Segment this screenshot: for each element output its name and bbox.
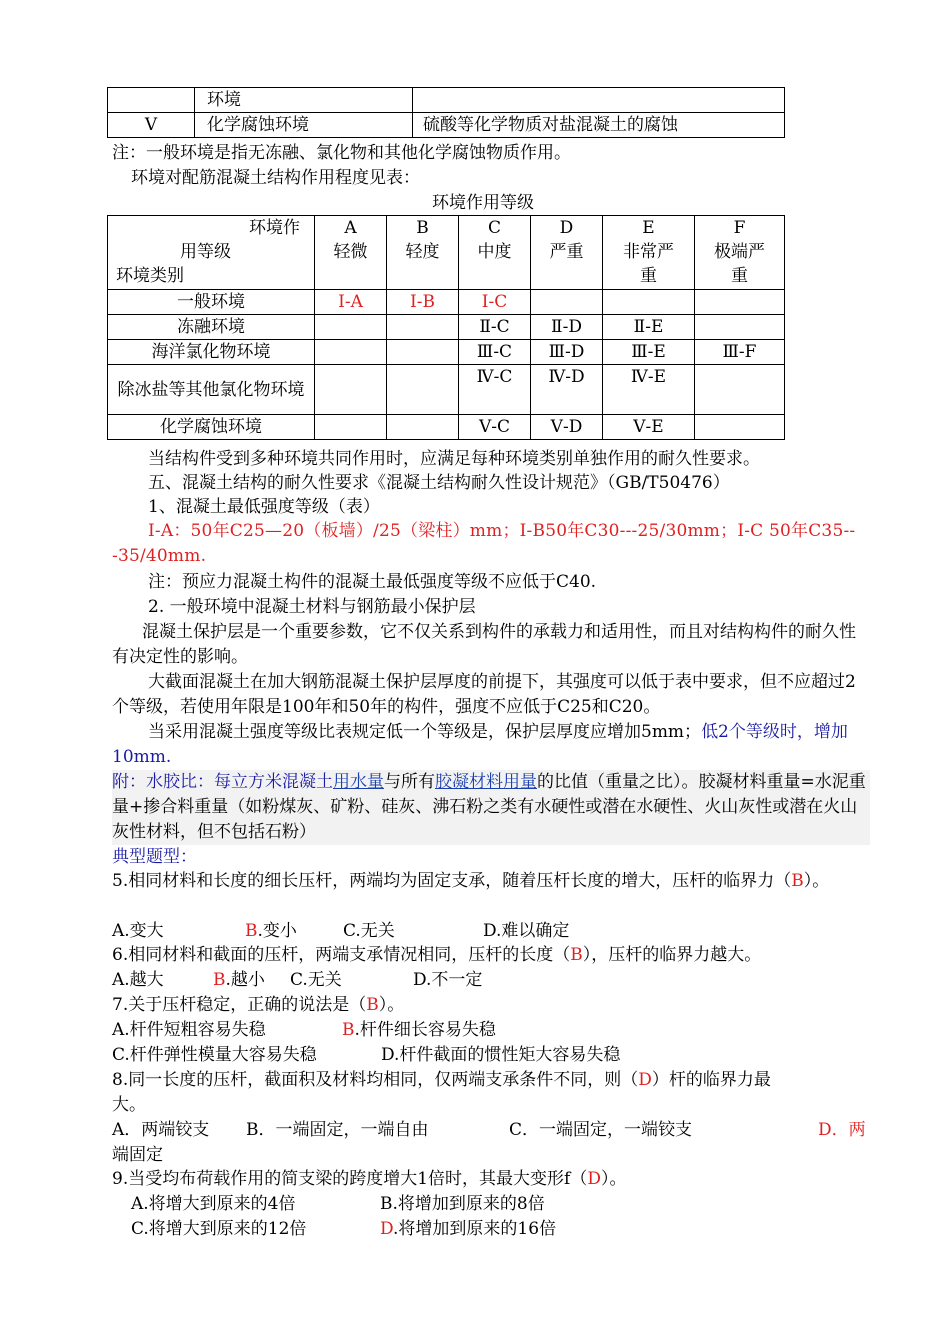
grade-cell: Ⅰ-B: [387, 290, 459, 315]
intro-text: 环境对配筋混凝土结构作用程度见表：: [131, 168, 420, 188]
grade-cell: [387, 415, 459, 440]
top-table-cell: 环境: [195, 88, 413, 113]
question-7: 7.关于压杆稳定，正确的说法是（B）。: [112, 995, 405, 1015]
note-general-env: 注：一般环境是指无冻融、氯化物和其他化学腐蚀物质作用。: [112, 143, 571, 163]
top-table-cell: [413, 88, 785, 113]
grade-cell: Ⅲ-E: [603, 340, 695, 365]
top-table-cell: Ⅴ: [108, 113, 195, 138]
binder-amount-link[interactable]: 胶凝材料用量: [435, 772, 537, 792]
q5-option-a: A.变大: [112, 921, 164, 941]
grade-cell: Ⅳ-D: [531, 365, 603, 415]
q5-option-d: D.难以确定: [483, 921, 570, 941]
q6-option-b: B.越小: [213, 970, 265, 990]
answer-bracket: ）。: [803, 871, 830, 891]
q9-option-d: D.将增加到原来的16倍: [380, 1219, 557, 1239]
q5-option-b: B.变小: [245, 921, 297, 941]
grade-cell: [315, 365, 387, 415]
grade-cell: [603, 290, 695, 315]
item-two-title: 2. 一般环境中混凝土材料与钢筋最小保护层: [148, 597, 476, 617]
top-table-cell: 硫酸等化学物质对盐混凝土的腐蚀: [413, 113, 785, 138]
paragraph-multi-env: 当结构件受到多种环境共同作用时，应满足每种环境类别单独作用的耐久性要求。: [148, 449, 760, 469]
q5-option-c: C.无关: [343, 921, 395, 941]
q7-option-a: A.杆件短粗容易失稳: [112, 1020, 266, 1040]
header-a: A 轻微: [315, 216, 387, 290]
q7-option-d: D.杆件截面的惯性矩大容易失稳: [381, 1045, 621, 1065]
top-table-cell: 化学腐蚀环境: [195, 113, 413, 138]
top-table-cell: [108, 88, 195, 113]
grade-cell: [315, 315, 387, 340]
question-9: 9.当受均布荷载作用的简支梁的跨度增大1倍时，其最大变形f（D）。: [112, 1169, 627, 1189]
question-8: 8.同一长度的压杆，截面积及材料均相同，仅两端支承条件不同，则（D）杆的临界力最: [112, 1070, 771, 1090]
grade-cell: [315, 340, 387, 365]
answer: D: [638, 1070, 652, 1090]
q7-option-c: C.杆件弹性模量大容易失稳: [112, 1045, 317, 1065]
header-d: D 严重: [531, 216, 603, 290]
table-caption: 环境作用等级: [432, 193, 534, 213]
grade-cell: [695, 415, 785, 440]
section-five-title: 五、混凝土结构的耐久性要求《混凝土结构耐久性设计规范》（GB/T50476）: [148, 473, 730, 493]
q8-option-d-cont: 端固定: [112, 1145, 163, 1165]
row-label: 化学腐蚀环境: [108, 415, 315, 440]
q9-option-c: C.将增大到原来的12倍: [131, 1219, 307, 1239]
grade-cell: Ⅴ-D: [531, 415, 603, 440]
answer: B: [570, 945, 583, 965]
appendix-text: 的比值（重量之比）。胶凝材料重量=水泥重量+掺合料重量（如粉煤灰、矿粉、硅灰、沸石粉之类有水硬性或潜在水硬性、火山灰性或潜在火山灰性材料，但不包括石粉）: [112, 772, 866, 842]
grade-cell: [531, 290, 603, 315]
header-c: C 中度: [459, 216, 531, 290]
top-table: [107, 87, 785, 138]
q9-option-a: A.将增大到原来的4倍: [131, 1194, 296, 1214]
grade-cell: Ⅲ-D: [531, 340, 603, 365]
grade-cell: Ⅳ-C: [459, 365, 531, 415]
cover-increase-text: 当采用混凝土强度等级比表规定低一个等级是，保护层厚度应增加5mm；: [148, 722, 702, 742]
q8-option-c: C．一端固定，一端铰支: [509, 1120, 693, 1140]
question-6: 6.相同材料和截面的压杆，两端支承情况相同，压杆的长度（B），压杆的临界力越大。: [112, 945, 762, 965]
grade-cell: [387, 365, 459, 415]
grade-cell: Ⅴ-C: [459, 415, 531, 440]
grade-cell: Ⅴ-E: [603, 415, 695, 440]
answer: B: [791, 871, 804, 891]
grade-cell: [387, 315, 459, 340]
grade-cell: Ⅲ-F: [695, 340, 785, 365]
grade-cell: Ⅲ-C: [459, 340, 531, 365]
grade-cell: [695, 365, 785, 415]
row-label: 海洋氯化物环境: [108, 340, 315, 365]
corner-header: 环境作 用等级 环境类别: [108, 216, 315, 290]
cover-increase-blue-text: 低2个等级时，增加10mm.: [112, 722, 848, 767]
appendix-text: 与所有: [384, 772, 435, 792]
appendix-paragraph: [112, 770, 870, 845]
row-label: 冻融环境: [108, 315, 315, 340]
cover-paragraph: 混凝土保护层是一个重要参数，它不仅关系到构件的承载力和适用性，而且对结构构件的耐久性有决定性的影响。: [112, 622, 856, 667]
typical-questions-title: 典型题型：: [112, 847, 197, 867]
row-label: 一般环境: [108, 290, 315, 315]
question-text: 5.相同材料和长度的细长压杆，两端均为固定支承，随着压杆长度的增大，压杆的临界力: [112, 871, 775, 891]
env-level-table: [107, 215, 785, 440]
min-strength-red-text: Ⅰ-A：50年C25—20（板墙）/25（梁柱）mm；Ⅰ-B50年C30---25/30mm；Ⅰ-C 50年C35---35/40mm.: [112, 521, 856, 566]
large-section-paragraph: 大截面混凝土在加大钢筋混凝土保护层厚度的前提下，其强度可以低于表中要求，但不应超过2个等级，若使用年限是100年和50年的构件，强度不应低于C25和C20。: [112, 672, 856, 717]
grade-cell: Ⅰ-A: [315, 290, 387, 315]
question-8-cont: 大。: [112, 1095, 146, 1115]
row-label: 除冰盐等其他氯化物环境: [108, 365, 315, 415]
q8-option-d: D．两: [818, 1120, 866, 1140]
grade-cell: Ⅰ-C: [459, 290, 531, 315]
grade-cell: [695, 290, 785, 315]
answer: B: [366, 995, 379, 1015]
header-f: F 极端严重: [695, 216, 785, 290]
cover-increase-paragraph: [112, 720, 870, 770]
note-prestressed: 注：预应力混凝土构件的混凝土最低强度等级不应低于C40.: [148, 572, 597, 592]
answer: D: [587, 1169, 601, 1189]
q8-option-b: B．一端固定，一端自由: [246, 1120, 429, 1140]
question-5: [112, 869, 870, 894]
header-b: B 轻度: [387, 216, 459, 290]
answer-bracket: （: [774, 871, 792, 891]
grade-cell: [695, 315, 785, 340]
grade-cell: Ⅱ-C: [459, 315, 531, 340]
header-e: E 非常严重: [603, 216, 695, 290]
grade-cell: [387, 340, 459, 365]
q9-option-b: B.将增加到原来的8倍: [380, 1194, 545, 1214]
grade-cell: Ⅳ-E: [603, 365, 695, 415]
q8-option-a: A．两端铰支: [112, 1120, 210, 1140]
appendix-prefix: 附：水胶比：每立方米混凝土: [112, 772, 333, 792]
grade-cell: Ⅱ-E: [603, 315, 695, 340]
q6-option-c: C.无关: [290, 970, 342, 990]
q6-option-d: D.不一定: [413, 970, 483, 990]
grade-cell: [315, 415, 387, 440]
grade-cell: Ⅱ-D: [531, 315, 603, 340]
item-one-title: 1、混凝土最低强度等级（表）: [148, 497, 380, 517]
q6-option-a: A.越大: [112, 970, 164, 990]
water-amount-link[interactable]: 用水量: [333, 772, 384, 792]
q7-option-b: B.杆件细长容易失稳: [342, 1020, 496, 1040]
